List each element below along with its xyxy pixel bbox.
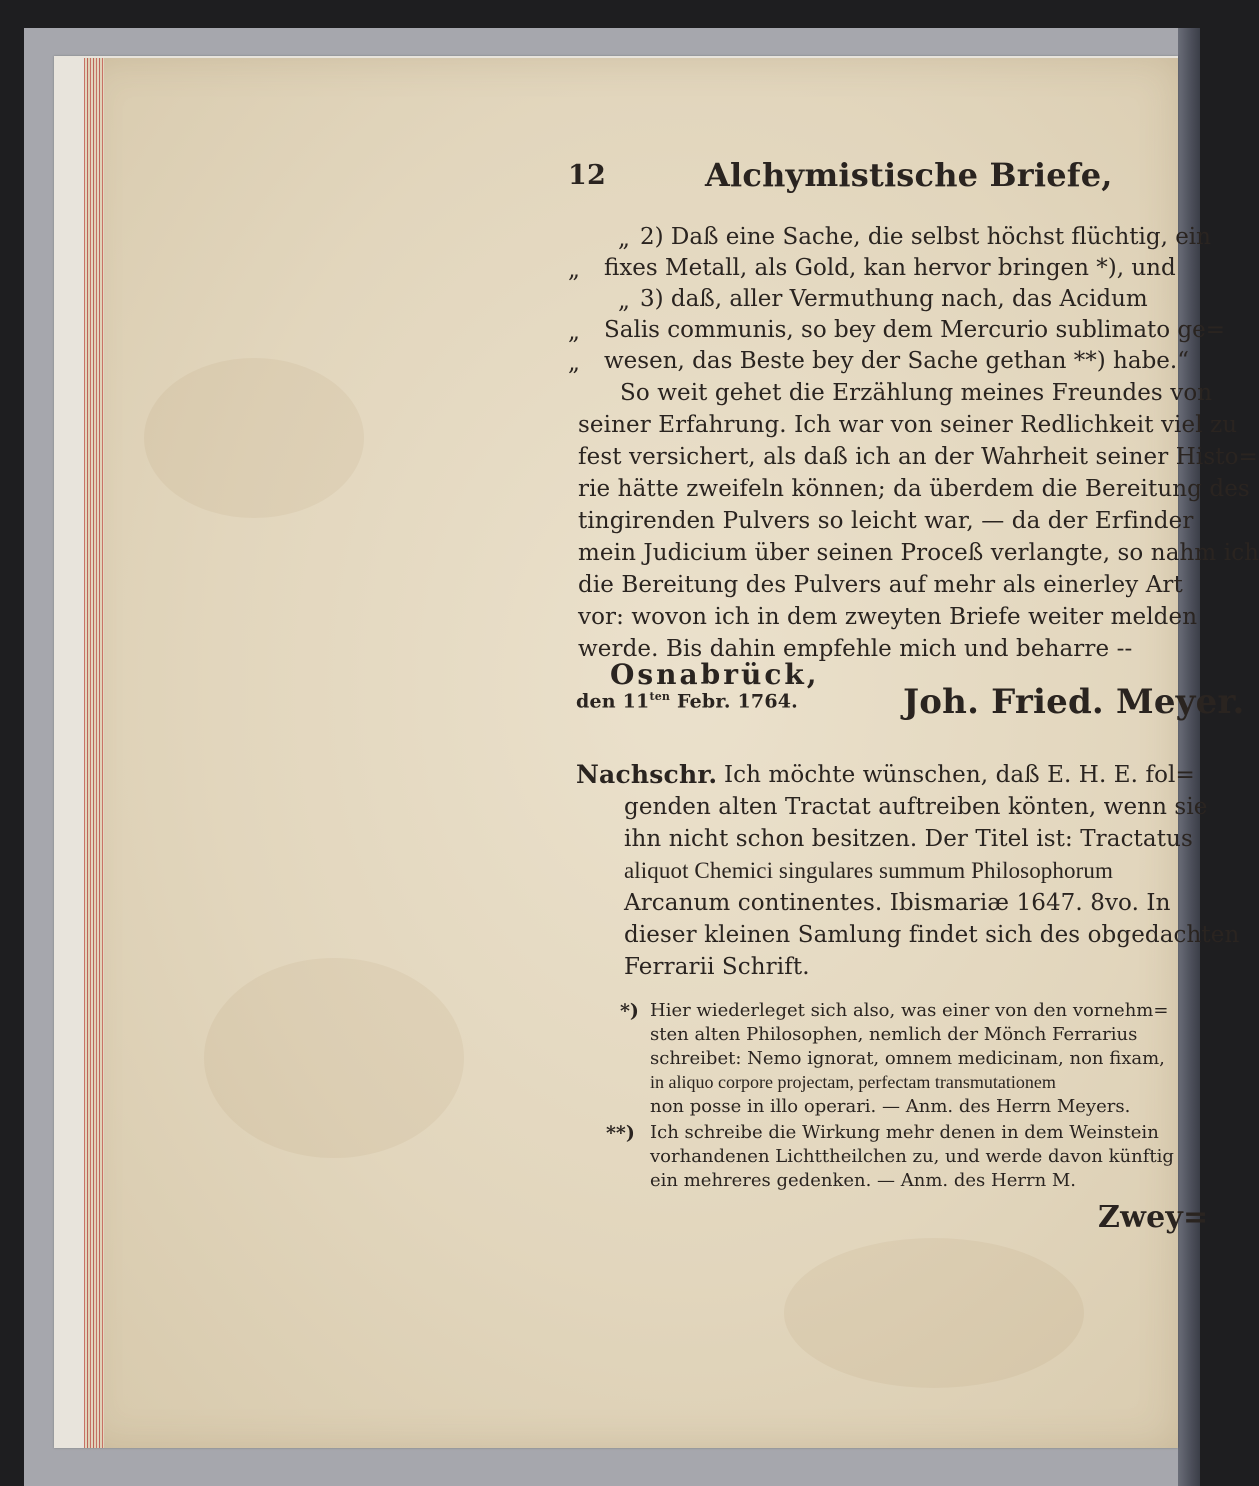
quoted-line: wesen, das Beste bey der Sache gethan **) habe.“	[604, 348, 1189, 374]
postscript-label: Nachschr.	[576, 760, 718, 789]
quoted-line: 2) Daß eine Sache, die selbst höchst flüchtig, ein	[640, 224, 1211, 250]
quoted-line: fixes Metall, als Gold, kan hervor bringen *), und	[604, 255, 1176, 281]
footnote-line: vorhandenen Lichttheilchen zu, und werde davon künftig	[650, 1146, 1174, 1167]
footnote-line: schreibet: Nemo ignorat, omnem medicinam, non fixam,	[650, 1048, 1165, 1069]
date-day: den 11	[576, 690, 650, 713]
quote-mark: „	[568, 319, 580, 345]
footnote-line: sten alten Philosophen, nemlich der Mönch Ferrarius	[650, 1024, 1138, 1045]
paper-stain	[784, 1238, 1084, 1388]
postscript-line: aliquot Chemici singulares summum Philosophorum	[624, 858, 1113, 883]
paper-stain	[204, 958, 464, 1158]
footnote-line: Hier wiederleget sich also, was einer von den vornehm=	[650, 1000, 1169, 1021]
quoted-line: 3) daß, aller Vermuthung nach, das Acidum	[640, 286, 1148, 312]
signature-place: Osnabrück,	[610, 658, 820, 691]
footnote-mark: **)	[606, 1122, 635, 1144]
body-line: mein Judicium über seinen Proceß verlangte, so nahm ich	[578, 540, 1259, 566]
paper-stain	[144, 358, 364, 518]
postscript-line: Arcanum continentes. Ibismariæ 1647. 8vo. In	[624, 890, 1171, 916]
page-number: 12	[568, 160, 606, 191]
body-line: rie hätte zweifeln können; da überdem die Bereitung des	[578, 476, 1250, 502]
red-page-edges	[84, 58, 104, 1448]
running-title: Alchymistische Briefe,	[705, 156, 1113, 194]
quote-mark: „	[568, 350, 580, 376]
footnote-line: non posse in illo operari. — Anm. des Herrn Meyers.	[650, 1096, 1131, 1117]
date-superscript: ten	[649, 690, 671, 703]
body-line: fest versichert, als daß ich an der Wahrheit seiner Histo=	[578, 444, 1258, 470]
postscript-line: Ich möchte wünschen, daß E. H. E. fol=	[724, 762, 1195, 788]
body-line: tingirenden Pulvers so leicht war, — da der Erfinder	[578, 508, 1194, 534]
quote-mark: „	[568, 257, 580, 283]
footnote-mark: *)	[620, 1000, 639, 1022]
signature-date	[576, 690, 798, 712]
body-line: So weit gehet die Erzählung meines Freundes von	[620, 380, 1213, 406]
body-line: werde. Bis dahin empfehle mich und beharre --	[578, 636, 1133, 662]
postscript-line: Ferrarii Schrift.	[624, 954, 810, 980]
postscript-line: genden alten Tractat auftreiben könten, wenn sie	[624, 794, 1208, 820]
body-line: die Bereitung des Pulvers auf mehr als einerley Art	[578, 572, 1183, 598]
quoted-line: Salis communis, so bey dem Mercurio sublimato ge=	[604, 317, 1226, 343]
date-rest: Febr. 1764.	[676, 690, 798, 713]
body-line: vor: wovon ich in dem zweyten Briefe weiter melden	[578, 604, 1198, 630]
footnote-line: Ich schreibe die Wirkung mehr denen in dem Weinstein	[650, 1122, 1159, 1143]
footnote-line: ein mehreres gedenken. — Anm. des Herrn M.	[650, 1170, 1077, 1191]
quote-mark: „	[618, 288, 630, 314]
footnote-line: in aliquo corpore projectam, perfectam transmutationem	[650, 1072, 1056, 1092]
postscript-line: ihn nicht schon besitzen. Der Titel ist: Tractatus	[624, 826, 1193, 852]
catchword: Zwey=	[1098, 1200, 1209, 1235]
postscript-line: dieser kleinen Samlung findet sich des obgedachten	[624, 922, 1240, 948]
quote-mark: „	[618, 226, 630, 252]
body-line: seiner Erfahrung. Ich war von seiner Redlichkeit viel zu	[578, 412, 1238, 438]
signature-name: Joh. Fried. Meyer.	[903, 682, 1245, 722]
